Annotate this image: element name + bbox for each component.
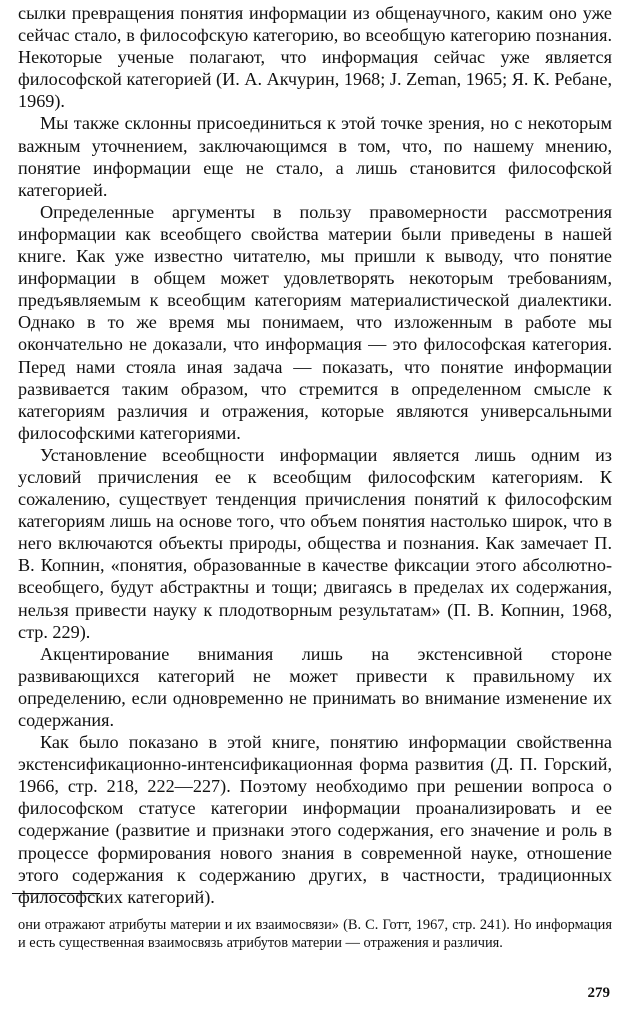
- main-text: [18, 2, 612, 908]
- footnote: [18, 916, 612, 952]
- page-number: 279: [587, 985, 610, 1001]
- footnote-divider: [12, 893, 100, 894]
- paragraph-5: Акцентирование внимания лишь на экстенсивной стороне развивающихся категорий не может привести к правильному их определению, если одновременно не принимать во внимание изменение их содержания.: [18, 643, 612, 730]
- paragraph-1: сылки превращения понятия информации из общенаучного, каким оно уже сейчас стало, в философскую категорию, во всеобщую категорию познания. Некоторые ученые полагают, что информация сейчас уже является философской категорией (И. А. Акчурин, 1968; J. Zeman, 1965; Я. К. Ребане, 1969).: [18, 3, 612, 112]
- footnote-text: они отражают атрибуты материи и их взаимосвязи» (В. С. Готт, 1967, стр. 241). Но информация и есть существенная взаимосвязь атрибутов материи — отражения и различия.: [18, 917, 612, 951]
- paragraph-4: Установление всеобщности информации является лишь одним из условий причисления ее к всеобщим философским категориям. К сожалению, существует тенденция причисления понятий к философским категориям лишь на основе того, что объем понятия настолько широк, что в него включаются объекты природы, общества и познания. Как замечает П. В. Копнин, «понятия, образованные в качестве фиксации этого абсолютно-всеобщего, будут абстрактны и тощи; двигаясь в пределах их содержания, нельзя привести науку к плодотворным результатам» (П. В. Копнин, 1968, стр. 229).: [18, 444, 612, 642]
- paragraph-6: Как было показано в этой книге, понятию информации свойственна экстенсификационно-интенсификационная форма развития (Д. П. Горский, 1966, стр. 218, 222—227). Поэтому необходимо при решении вопроса о философском статусе категории информации проанализировать и ее содержание (развитие и признаки этого содержания, его значение и роль в процессе формирования нового знания в современной науке, отношение этого содержания к содержанию других, в частности, традиционных философских категорий).: [18, 732, 612, 907]
- paragraph-3: Определенные аргументы в пользу правомерности рассмотрения информации как всеобщего свойства материи были приведены в нашей книге. Как уже известно читателю, мы пришли к выводу, что понятие информации в общем может удовлетворять некоторым требованиям, предъявляемым к всеобщим категориям материалистической диалектики. Однако в то же время мы понимаем, что изложенным в работе мы окончательно не доказали, что информация — это философская категория. Перед нами стояла иная задача — показать, что понятие информации развивается таким образом, что стремится в определенном смысле к категориям различия и отражения, которые являются универсальными философскими категориями.: [18, 201, 612, 443]
- paragraph-2: Мы также склонны присоединиться к этой точке зрения, но с некоторым важным уточнением, заключающимся в том, что, по нашему мнению, понятие информации еще не стало, а лишь становится философской категорией.: [18, 113, 612, 200]
